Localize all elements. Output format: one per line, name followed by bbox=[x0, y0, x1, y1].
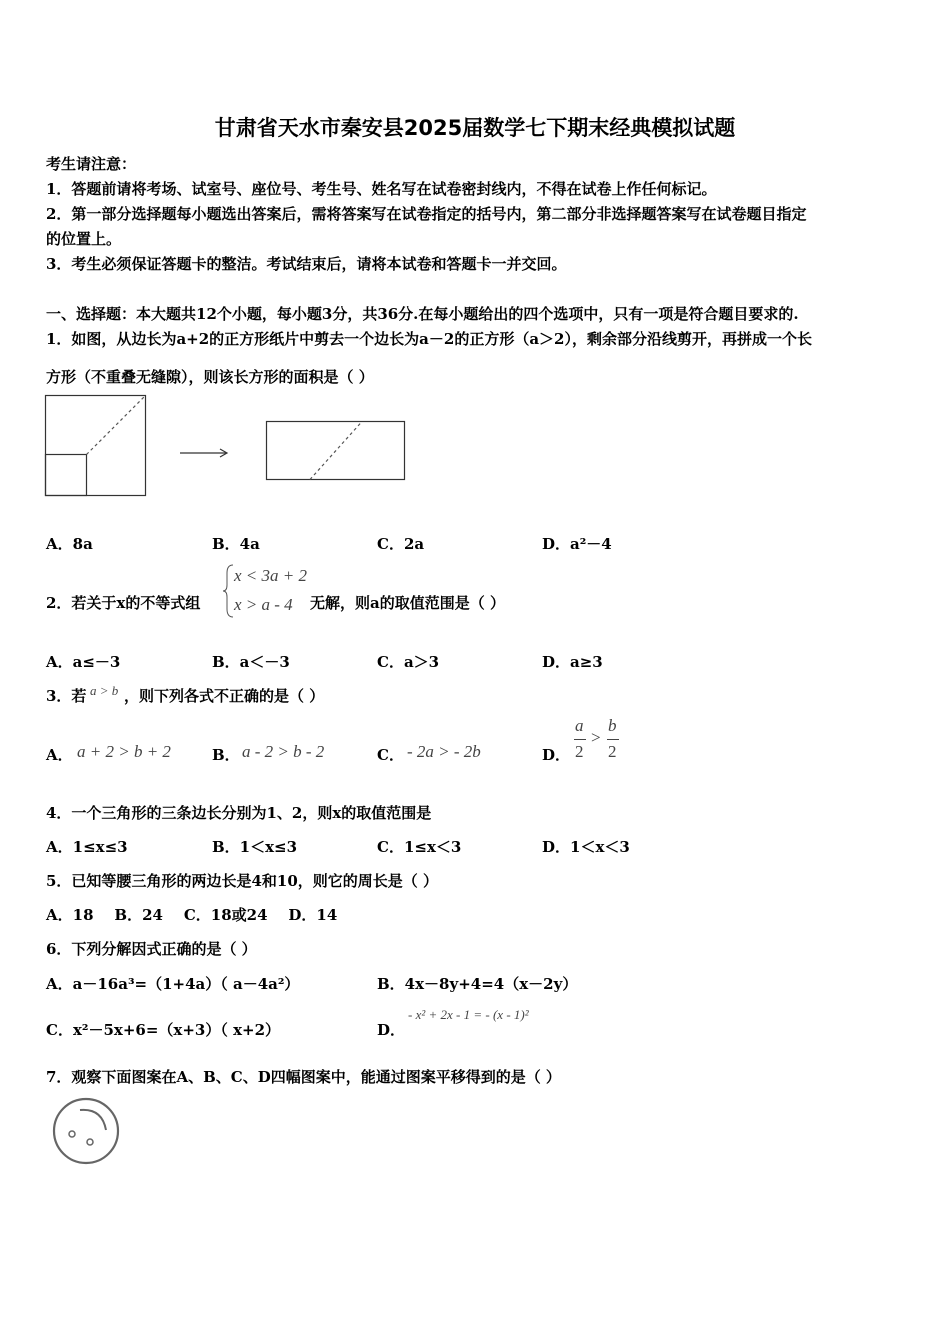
question-1-line2: 方形（不重叠无缝隙），则该长方形的面积是（ ） bbox=[46, 368, 374, 386]
system-inequality-1: x < 3a + 2 bbox=[234, 566, 307, 585]
q2-option-c[interactable]: C．a＞3 bbox=[377, 653, 440, 671]
question-6: 6．下列分解因式正确的是（ ） bbox=[46, 940, 257, 958]
q3-option-b-expr: a - 2 > b - 2 bbox=[242, 742, 325, 761]
q3-option-d-expr bbox=[572, 716, 632, 766]
question-5: 5．已知等腰三角形的两边长是4和10，则它的周长是（ ） bbox=[46, 872, 438, 890]
pattern-dot-left bbox=[69, 1131, 75, 1137]
q3-option-b-label[interactable]: B． bbox=[212, 746, 240, 764]
fraction-a-numerator: a bbox=[575, 716, 584, 735]
question-4: 4．一个三角形的三条边长分别为1、2，则x的取值范围是 bbox=[46, 804, 432, 822]
cut-line bbox=[87, 396, 146, 455]
rectangle-cut-line bbox=[310, 422, 362, 480]
q3-option-c-expr: - 2a > - 2b bbox=[407, 742, 481, 761]
section-heading: 一、选择题：本大题共12个小题，每小题3分，共36分.在每小题给出的四个选项中，只有一项是符合题目要求的. bbox=[46, 305, 799, 323]
q4-option-b[interactable]: B．1＜x≤3 bbox=[212, 838, 298, 856]
q3-option-a-label[interactable]: A． bbox=[46, 746, 73, 764]
question-2-prefix: 2．若关于x的不等式组 bbox=[46, 594, 201, 612]
question-3-prefix: 3．若 bbox=[46, 687, 87, 705]
q6-option-b[interactable]: B．4x－8y+4=4（x－2y） bbox=[377, 975, 578, 993]
q3-option-d-label[interactable]: D． bbox=[542, 746, 571, 764]
q1-option-d[interactable]: D．a²－4 bbox=[542, 535, 612, 553]
q5-options[interactable]: A．18 B．24 C．18或24 D．14 bbox=[46, 906, 338, 924]
question-2-suffix: 无解，则a的取值范围是（ ） bbox=[310, 594, 505, 612]
q6-option-a[interactable]: A．a－16a³=（1+4a）（ a－4a²） bbox=[46, 975, 300, 993]
notice-header: 考生请注意： bbox=[46, 155, 137, 173]
notice-item-1: 1．答题前请将考场、试室号、座位号、考生号、姓名写在试卷密封线内，不得在试卷上作任何标记。 bbox=[46, 180, 717, 198]
question-3-condition: a > b bbox=[90, 683, 119, 698]
pattern-dot-right bbox=[87, 1139, 93, 1145]
question-3-suffix: ，则下列各式不正确的是（ ） bbox=[124, 687, 325, 705]
question-1-figure bbox=[40, 390, 420, 502]
fraction-a-denominator: 2 bbox=[575, 742, 584, 761]
q6-option-c[interactable]: C．x²－5x+6=（x+3）（ x+2） bbox=[46, 1021, 281, 1039]
q2-option-b[interactable]: B．a＜－3 bbox=[212, 653, 290, 671]
fraction-operator: > bbox=[591, 728, 601, 747]
q4-option-a[interactable]: A．1≤x≤3 bbox=[46, 838, 128, 856]
q6-option-d-label[interactable]: D． bbox=[377, 1021, 406, 1039]
question-1-line1: 1．如图，从边长为a+2的正方形纸片中剪去一个边长为a－2的正方形（a＞2），剩余部分沿线剪开，再拼成一个长 bbox=[46, 330, 812, 348]
pattern-circle bbox=[54, 1099, 118, 1163]
q3-option-c-label[interactable]: C． bbox=[377, 746, 404, 764]
q2-option-d[interactable]: D．a≥3 bbox=[542, 653, 603, 671]
small-square-cut bbox=[46, 455, 87, 496]
fraction-bar bbox=[607, 739, 619, 740]
system-inequality-2: x > a - 4 bbox=[234, 595, 293, 614]
fraction-b-denominator: 2 bbox=[608, 742, 617, 761]
q1-option-c[interactable]: C．2a bbox=[377, 535, 425, 553]
fraction-b-numerator: b bbox=[608, 716, 617, 735]
notice-item-2-cont: 的位置上。 bbox=[46, 230, 122, 248]
page-title: 甘肃省天水市秦安县2025届数学七下期末经典模拟试题 bbox=[214, 116, 736, 140]
q4-option-d[interactable]: D．1＜x＜3 bbox=[542, 838, 630, 856]
question-7-pattern bbox=[50, 1096, 124, 1168]
q1-option-a[interactable]: A．8a bbox=[46, 535, 93, 553]
q4-option-c[interactable]: C．1≤x＜3 bbox=[377, 838, 462, 856]
q2-option-a[interactable]: A．a≤－3 bbox=[46, 653, 121, 671]
q3-option-a-expr: a + 2 > b + 2 bbox=[77, 742, 171, 761]
notice-item-2: 2．第一部分选择题每小题选出答案后，需将答案写在试卷指定的括号内，第二部分非选择题答案写在试卷题目指定 bbox=[46, 205, 807, 223]
pattern-arc bbox=[80, 1110, 106, 1130]
question-7: 7．观察下面图案在A、B、C、D四幅图案中，能通过图案平移得到的是（ ） bbox=[46, 1068, 561, 1086]
fraction-bar bbox=[574, 739, 586, 740]
q6-option-d-expr: - x² + 2x - 1 = - (x - 1)² bbox=[408, 1007, 529, 1022]
q1-option-b[interactable]: B．4a bbox=[212, 535, 260, 553]
notice-item-3: 3．考生必须保证答题卡的整洁。考试结束后，请将本试卷和答题卡一并交回。 bbox=[46, 255, 567, 273]
